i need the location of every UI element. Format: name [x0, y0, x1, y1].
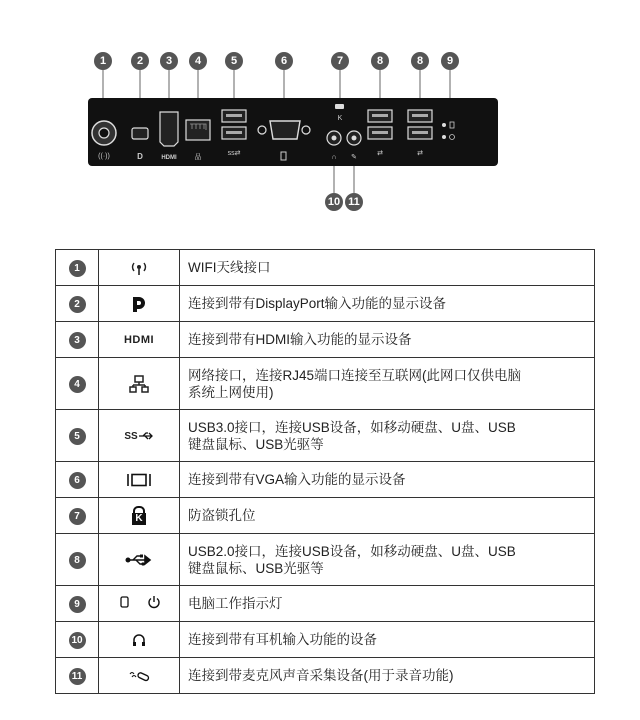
row-number-badge: 4	[69, 376, 86, 393]
row-number-badge: 5	[69, 428, 86, 445]
callout-10: 10	[325, 193, 343, 211]
headphone-icon	[132, 633, 146, 647]
row-number-badge: 1	[69, 260, 86, 277]
svg-text:品: 品	[194, 154, 202, 161]
table-row	[56, 498, 595, 534]
callout-11: 11	[345, 193, 363, 211]
row-description: 电脑工作指示灯	[188, 596, 283, 611]
rear-panel-diagram	[0, 0, 640, 225]
callout-8a: 8	[371, 52, 389, 70]
table-row	[56, 622, 595, 658]
usb3-ss-label: SS	[124, 430, 138, 442]
table-row	[56, 410, 595, 462]
callout-1: 1	[94, 52, 112, 70]
row-description: USB2.0接口，连接USB设备，如移动硬盘、U盘、USB	[188, 543, 516, 559]
table-row	[56, 658, 595, 694]
row-description: 防盗锁孔位	[188, 508, 256, 523]
wifi-antenna-icon	[129, 260, 149, 276]
table-row	[56, 462, 595, 498]
table-row	[56, 534, 595, 586]
row-number-badge: 7	[69, 508, 86, 525]
row-description: USB3.0接口，连接USB设备，如移动硬盘、U盘、USB	[188, 419, 516, 435]
row-description: 网络接口，连接RJ45端口连接至互联网(此网口仅供电脑	[188, 367, 522, 383]
table-row	[56, 286, 595, 322]
callout-2: 2	[131, 52, 149, 70]
disk-and-power-icon	[117, 595, 161, 609]
lock-k-label: K	[132, 513, 146, 525]
rear-panel-svg	[0, 0, 640, 225]
table-row	[56, 250, 595, 286]
svg-text:⇄: ⇄	[377, 150, 383, 157]
callout-9: 9	[441, 52, 459, 70]
displayport-icon	[131, 295, 147, 313]
row-description-cont: 键盘鼠标、USB光驱等	[188, 436, 324, 452]
lock-icon	[132, 506, 146, 525]
svg-text:K: K	[337, 115, 343, 122]
table-row	[56, 322, 595, 358]
callout-6: 6	[275, 52, 293, 70]
svg-text:∩: ∩	[331, 154, 337, 161]
usb-trident-icon	[138, 431, 154, 441]
row-description: 连接到带有DisplayPort输入功能的显示设备	[188, 296, 447, 311]
port-description-table	[55, 249, 595, 694]
row-number-badge: 6	[69, 472, 86, 489]
svg-text:((·)): ((·))	[98, 153, 110, 160]
callout-3: 3	[160, 52, 178, 70]
row-number-badge: 10	[69, 632, 86, 649]
row-number-badge: 3	[69, 332, 86, 349]
hdmi-panel-label: HDMI	[161, 155, 177, 161]
row-number-badge: 2	[69, 296, 86, 313]
row-description: WIFI天线接口	[188, 260, 271, 275]
table-row	[56, 586, 595, 622]
row-description-cont: 键盘鼠标、USB光驱等	[188, 560, 324, 576]
vga-icon	[126, 473, 152, 487]
callout-7: 7	[331, 52, 349, 70]
table-row	[56, 358, 595, 410]
row-description: 连接到带有VGA输入功能的显示设备	[188, 472, 406, 487]
svg-text:ss⇄: ss⇄	[227, 150, 241, 157]
row-number-badge: 9	[69, 596, 86, 613]
callout-5: 5	[225, 52, 243, 70]
row-description-cont: 系统上网使用)	[188, 384, 274, 400]
usb3-icon	[124, 431, 153, 442]
callout-4: 4	[189, 52, 207, 70]
svg-text:⇄: ⇄	[417, 150, 423, 157]
row-description: 连接到带有HDMI输入功能的显示设备	[188, 332, 412, 347]
indicator-power-icon	[117, 595, 161, 612]
hdmi-icon: HDMI	[123, 334, 155, 347]
microphone-icon	[128, 669, 150, 683]
network-icon	[129, 374, 149, 394]
svg-text:D: D	[137, 152, 143, 161]
svg-text:✎: ✎	[351, 154, 357, 161]
row-description: 连接到带麦克风声音采集设备(用于录音功能)	[188, 668, 454, 683]
usb-icon	[125, 553, 153, 567]
row-description: 连接到带有耳机输入功能的设备	[188, 632, 377, 647]
row-number-badge: 8	[69, 552, 86, 569]
callout-8b: 8	[411, 52, 429, 70]
row-number-badge: 11	[69, 668, 86, 685]
